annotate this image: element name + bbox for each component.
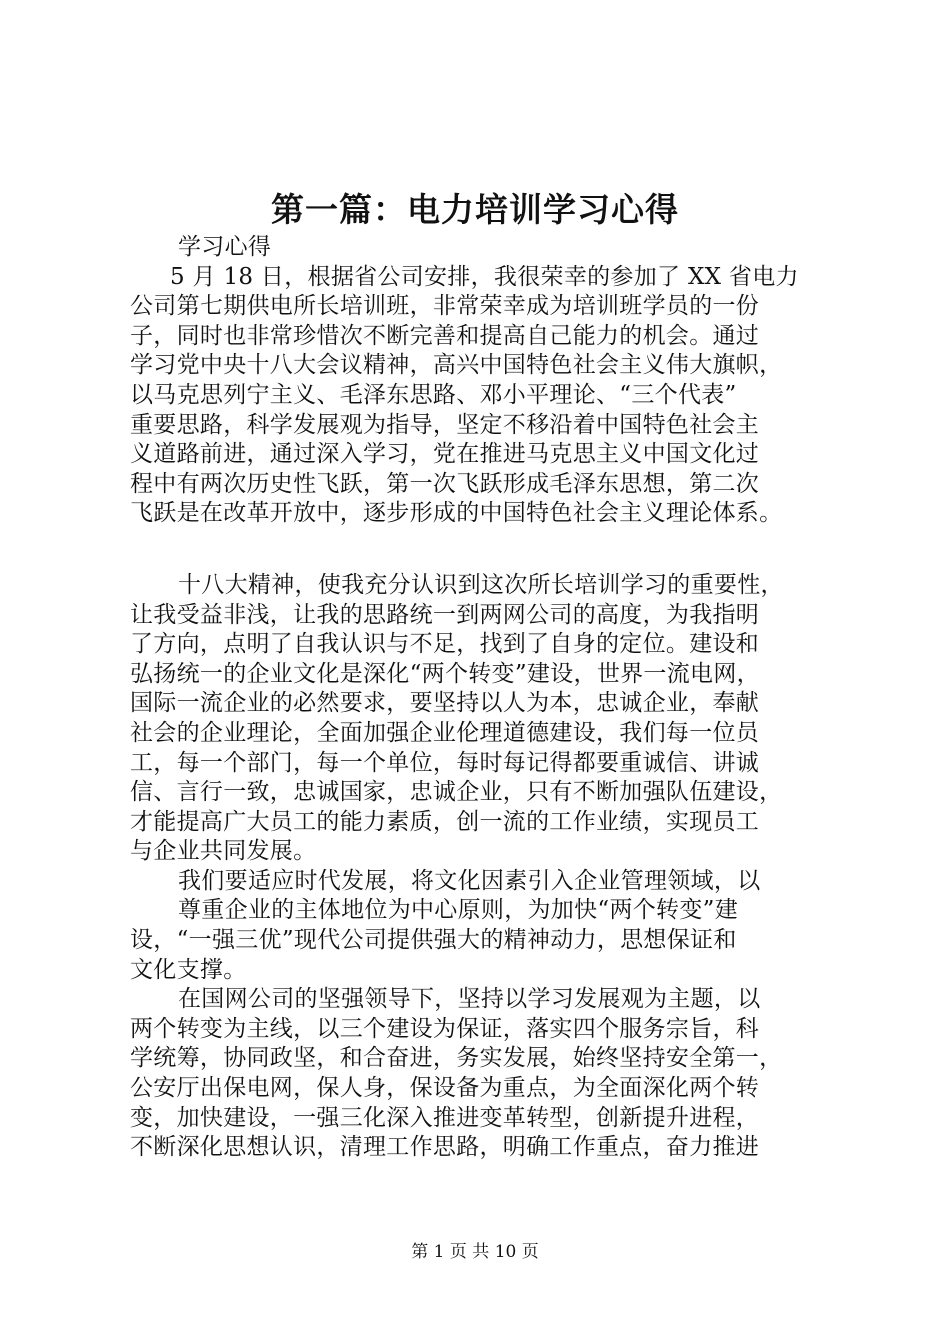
paragraph-4-line: 在国网公司的坚强领导下，坚持以学习发展观为主题，以 [178, 986, 761, 1013]
paragraph-gap [130, 529, 840, 571]
paragraph-2-line: 十八大精神，使我充分认识到这次所长培训学习的重要性， [178, 571, 784, 598]
paragraph-1-line: 子，同时也非常珍惜次不断完善和提高自己能力的机会。通过 [130, 322, 760, 349]
paragraph-1-line: 学习党中央十八大会议精神，高兴中国特色社会主义伟大旗帜， [130, 352, 783, 379]
subtitle: 学习心得 [178, 234, 272, 260]
paragraph-4-line: 变，加快建设，一强三化深入推进变革转型，创新提升进程， [130, 1104, 760, 1131]
paragraph-2-line: 社会的企业理论，全面加强企业伦理道德建设，我们每一位员 [130, 719, 760, 746]
paragraph-2-line: 国际一流企业的必然要求，要坚持以人为本，忠诚企业，奉献 [130, 690, 760, 717]
paragraph-2-line: 才能提高广大员工的能力素质，创一流的工作业绩，实现员工 [130, 808, 760, 835]
paragraph-2-line: 工，每一个部门，每一个单位，每时每记得都要重诚信、讲诚 [130, 749, 760, 776]
paragraph-4-line: 公安厅出保电网，保人身，保设备为重点，为全面深化两个转 [130, 1075, 760, 1102]
paragraph-2-line: 让我受益非浅，让我的思路统一到两网公司的高度，为我指明 [130, 601, 760, 628]
paragraph-1-line: 重要思路，科学发展观为指导，坚定不移沿着中国特色社会主 [130, 411, 760, 438]
paragraph-1-line: 义道路前进，通过深入学习，党在推进马克思主义中国文化过 [130, 441, 760, 468]
paragraph-4-line: 学统筹，协同政坚，和合奋进，务实发展，始终坚持安全第一， [130, 1045, 783, 1072]
paragraph-2-line: 了方向，点明了自我认识与不足，找到了自身的定位。建设和 [130, 631, 760, 658]
paragraph-3-line: 设，“一强三优”现代公司提供强大的精神动力，思想保证和 [130, 927, 737, 954]
paragraph-1-line: 5 月 18 日，根据省公司安排，我很荣幸的参加了 XX 省电力 [170, 263, 799, 290]
paragraph-3-line: 文化支撑。 [130, 956, 247, 983]
paragraph-2-line: 信、言行一致，忠诚国家，忠诚企业，只有不断加强队伍建设， [130, 779, 783, 806]
paragraph-3-line: 尊重企业的主体地位为中心原则，为加快“两个转变”建 [178, 897, 739, 924]
page-title: 第一篇：电力培训学习心得 [271, 190, 679, 229]
paragraph-1-line: 以马克思列宁主义、毛泽东思路、邓小平理论、“三个代表” [130, 381, 737, 408]
paragraph-4-line: 两个转变为主线，以三个建设为保证，落实四个服务宗旨，科 [130, 1015, 760, 1042]
document-body [130, 233, 840, 1163]
paragraph-2-line: 弘扬统一的企业文化是深化“两个转变”建设，世界一流电网， [130, 660, 760, 687]
paragraph-3-line: 我们要适应时代发展，将文化因素引入企业管理领域，以 [178, 867, 761, 894]
paragraph-1-line: 公司第七期供电所长培训班，非常荣幸成为培训班学员的一份 [130, 293, 760, 320]
paragraph-1-line: 飞跃是在改革开放中，逐步形成的中国特色社会主义理论体系。 [130, 500, 783, 527]
page-footer: 第 1 页 共 10 页 [411, 1242, 539, 1262]
paragraph-1-line: 程中有两次历史性飞跃，第一次飞跃形成毛泽东思想，第二次 [130, 470, 760, 497]
paragraph-2-line: 与企业共同发展。 [130, 838, 317, 865]
paragraph-4-line: 不断深化思想认识，清理工作思路，明确工作重点，奋力推进 [130, 1134, 760, 1161]
